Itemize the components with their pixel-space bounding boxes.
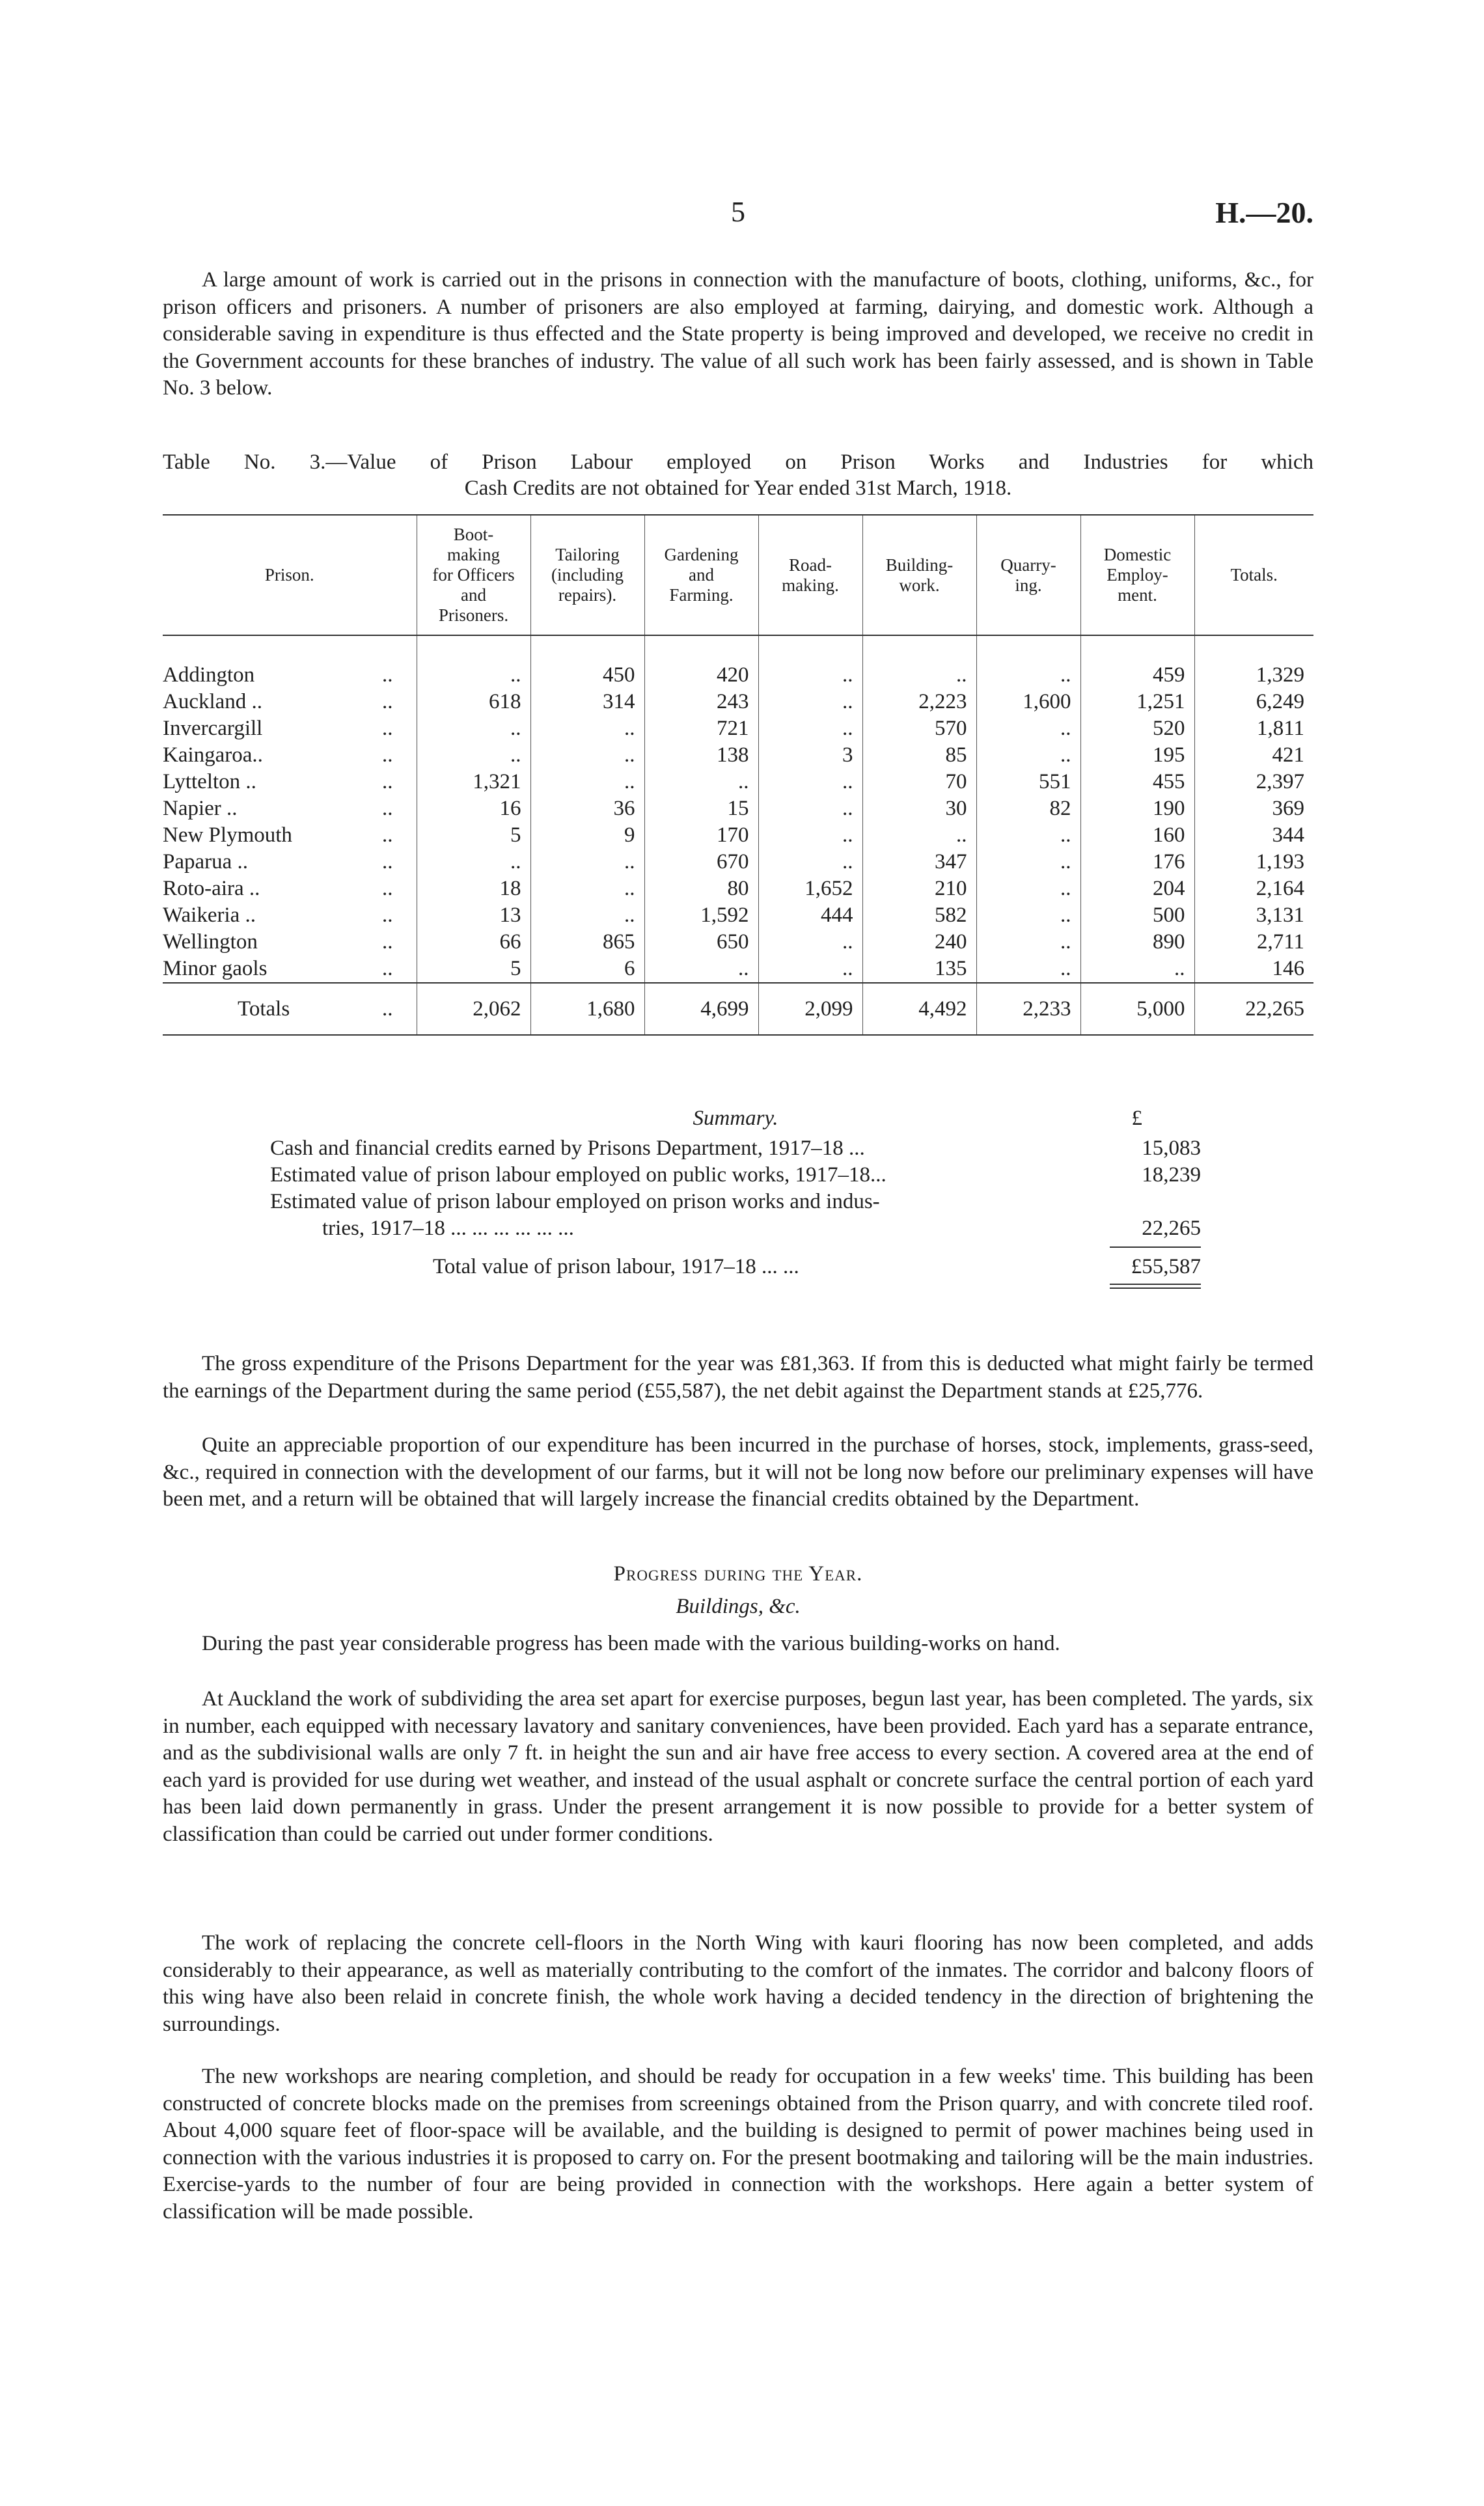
expenditure-paragraph: The gross expenditure of the Prisons Department for the year was £81,363. If from this is deducted what might fairly be termed the earnings of the Department during the same period (£55,587), the net debit against the Department stands at £25,776. [163, 1352, 1313, 1403]
table-cell-build: 135 [862, 956, 976, 983]
table-cell-road: .. [758, 635, 862, 689]
leader-dots: .. [382, 823, 393, 847]
table-cell-domestic: 1,251 [1080, 689, 1194, 715]
summary-total-row [270, 1255, 1201, 1282]
page-number: 5 [731, 196, 745, 228]
summary-label: Estimated value of prison labour employed on public works, 1917–18... [270, 1163, 886, 1187]
prison-name-cell [163, 742, 417, 769]
leader-dots: .. [382, 850, 393, 874]
table-cell-boot: 5 [417, 956, 530, 983]
leader-dots: .. [382, 957, 393, 980]
column-header-line: Farming. [669, 585, 734, 605]
table-caption-line-2: Cash Credits are not obtained for Year ended 31st March, 1918. [464, 476, 1012, 500]
table-cell-domestic: 455 [1080, 769, 1194, 795]
table-cell-quarry: .. [976, 902, 1080, 929]
summary-row [270, 1163, 1201, 1190]
leader-dots: .. [382, 663, 393, 687]
table-cell-road: 444 [758, 902, 862, 929]
table-cell-quarry: 551 [976, 769, 1080, 795]
table-row [163, 689, 1313, 715]
table-cell-domestic: 890 [1080, 929, 1194, 956]
prison-name-cell [163, 875, 417, 902]
prison-name: Kaingaroa.. [163, 743, 263, 767]
table-cell-quarry: 2,233 [976, 983, 1080, 1035]
column-header-line: ing. [1015, 575, 1042, 595]
expenditure-paragraph: Quite an appreciable proportion of our expenditure has been incurred in the purchase of horses, stock, implements, grass-seed, &c., required in connection with the development of our farms, but it will not be long now before our preliminary expenses will have been met, and a return will be obtained that will largely increase the financial credits obtained by the Department. [163, 1433, 1313, 1511]
leader-dots: .. [382, 997, 393, 1021]
prison-name-cell [163, 635, 417, 689]
column-header-line: Prisoners. [438, 605, 509, 625]
table-cell-garden: 15 [644, 795, 758, 822]
summary-value: 22,265 [1142, 1217, 1201, 1240]
table-cell-boot: 18 [417, 875, 530, 902]
table-cell-domestic: 204 [1080, 875, 1194, 902]
table-cell-domestic: 190 [1080, 795, 1194, 822]
table-row [163, 715, 1313, 742]
prison-name-cell [163, 929, 417, 956]
subsection-heading: Buildings, &c. [676, 1595, 801, 1618]
column-header-line: work. [899, 575, 940, 595]
table-cell-road: .. [758, 849, 862, 875]
summary-row [270, 1190, 1201, 1217]
table-cell-quarry: .. [976, 875, 1080, 902]
table-cell-garden: 670 [644, 849, 758, 875]
table-cell-total: 146 [1194, 956, 1313, 983]
table-cell-tailor: 9 [530, 822, 644, 849]
section-heading: Progress during the Year. [613, 1562, 863, 1586]
table-cell-boot: .. [417, 849, 530, 875]
leader-dots: .. [382, 770, 393, 793]
table-cell-garden: 243 [644, 689, 758, 715]
table-cell-quarry: .. [976, 929, 1080, 956]
prison-name: Auckland .. [163, 690, 263, 713]
column-header [1194, 515, 1313, 635]
table-cell-road: .. [758, 795, 862, 822]
column-header [862, 515, 976, 635]
table-cell-domestic: 500 [1080, 902, 1194, 929]
leader-dots: .. [382, 877, 393, 900]
table-cell-road: 3 [758, 742, 862, 769]
table-cell-boot: 2,062 [417, 983, 530, 1035]
column-header-line: and [461, 585, 486, 605]
table-cell-boot: .. [417, 742, 530, 769]
prison-name: New Plymouth [163, 823, 292, 847]
prison-name-cell [163, 902, 417, 929]
table-cell-total: 2,397 [1194, 769, 1313, 795]
table-cell-boot: .. [417, 635, 530, 689]
table-header-row [163, 515, 1313, 635]
table-cell-road: 2,099 [758, 983, 862, 1035]
leader-dots: .. [382, 743, 393, 767]
table-cell-tailor: 314 [530, 689, 644, 715]
table-cell-tailor: .. [530, 875, 644, 902]
intro-paragraph: A large amount of work is carried out in the prisons in connection with the manufacture of boots, clothing, uniforms, &c., for prison officers and prisoners. A number of prisoners are also employed at farming, dairying, and domestic work. Although a considerable saving in expenditure is thus effected and the State property is being improved and developed, we receive no credit in the Government accounts for these branches of industry. The value of all such work has been fairly assessed, and is shown in Table No. 3 below. [163, 268, 1313, 400]
table-cell-boot: .. [417, 715, 530, 742]
table-row [163, 849, 1313, 875]
table-cell-build: 4,492 [862, 983, 976, 1035]
leader-dots: .. [382, 797, 393, 820]
column-header [1080, 515, 1194, 635]
table-cell-build: 570 [862, 715, 976, 742]
table-body [163, 635, 1313, 1035]
document-reference: H.—20. [1215, 196, 1313, 229]
prison-name-cell [163, 983, 417, 1035]
table-row [163, 795, 1313, 822]
table-row [163, 742, 1313, 769]
table-cell-build: 30 [862, 795, 976, 822]
table-cell-quarry: .. [976, 956, 1080, 983]
table-row [163, 956, 1313, 983]
summary-currency: £ [1131, 1107, 1142, 1130]
summary-rule [1110, 1246, 1201, 1248]
leader-dots: .. [382, 717, 393, 740]
table-cell-tailor: .. [530, 715, 644, 742]
column-header-line: Prison. [264, 565, 314, 585]
column-header [163, 515, 417, 635]
progress-paragraph: The new workshops are nearing completion, and should be ready for occupation in a few weeks' time. This building has been constructed of concrete blocks made on the premises from screenings obtained from the Prison quarry, and with concrete tiled roof. About 4,000 square feet of floor-space will be available, and the building is designed to permit of power machines being used in connection with the various industries it is proposed to carry on. For the present bootmaking and tailoring will be the main industries. Exercise-yards to the number of four are being provided in connection with the workshops. Here again a better system of classification will be made possible. [163, 2065, 1313, 2224]
table-cell-boot: 66 [417, 929, 530, 956]
table-row [163, 875, 1313, 902]
table-cell-road: .. [758, 769, 862, 795]
table-cell-build: 347 [862, 849, 976, 875]
table-caption [163, 449, 1313, 501]
table-cell-quarry: .. [976, 715, 1080, 742]
table-row [163, 769, 1313, 795]
summary-title: Summary. [693, 1107, 778, 1130]
column-header-line: Road- [789, 555, 832, 575]
table-cell-road: .. [758, 956, 862, 983]
table-cell-total: 2,164 [1194, 875, 1313, 902]
table-cell-garden: 420 [644, 635, 758, 689]
table-row [163, 635, 1313, 689]
table-cell-boot: 5 [417, 822, 530, 849]
prison-name: Addington [163, 663, 255, 687]
column-header-line: and [689, 565, 714, 585]
column-header-line: ment. [1118, 585, 1157, 605]
totals-row [163, 983, 1313, 1035]
prison-name-cell [163, 689, 417, 715]
progress-paragraph: The work of replacing the concrete cell-floors in the North Wing with kauri flooring has now been completed, and adds considerably to their appearance, as well as materially contributing to the comfort of the inmates. The corridor and balcony floors of this wing have also been relaid in concrete finish, the whole work having a decided tendency in the direction of brightening the surroundings. [163, 1931, 1313, 2036]
table-cell-tailor: .. [530, 902, 644, 929]
table-cell-domestic: 520 [1080, 715, 1194, 742]
summary-value: 15,083 [1142, 1136, 1201, 1160]
column-header [758, 515, 862, 635]
summary-label: tries, 1917–18 ... ... ... ... ... ... [322, 1217, 574, 1240]
table-cell-build: .. [862, 822, 976, 849]
prison-name: Waikeria .. [163, 903, 256, 927]
table-cell-tailor: .. [530, 742, 644, 769]
table-cell-tailor: .. [530, 849, 644, 875]
prison-name-cell [163, 822, 417, 849]
table-cell-domestic: 176 [1080, 849, 1194, 875]
table-cell-road: 1,652 [758, 875, 862, 902]
summary-total-value: £55,587 [1131, 1255, 1201, 1278]
table-cell-build: 70 [862, 769, 976, 795]
column-header-line: for Officers [432, 565, 515, 585]
table-cell-total: 1,193 [1194, 849, 1313, 875]
column-header [644, 515, 758, 635]
summary-label: Estimated value of prison labour employed on prison works and indus- [270, 1190, 880, 1213]
table-cell-total: 369 [1194, 795, 1313, 822]
table-cell-total: 421 [1194, 742, 1313, 769]
table-cell-domestic: 160 [1080, 822, 1194, 849]
leader-dots: .. [382, 930, 393, 954]
table-cell-road: .. [758, 715, 862, 742]
table-cell-quarry: .. [976, 822, 1080, 849]
table-cell-garden: 80 [644, 875, 758, 902]
prison-name: Invercargill [163, 717, 263, 740]
table-cell-road: .. [758, 689, 862, 715]
table-cell-tailor: 6 [530, 956, 644, 983]
table-cell-garden: 4,699 [644, 983, 758, 1035]
column-header-line: Gardening [664, 545, 739, 564]
table-cell-tailor: 865 [530, 929, 644, 956]
table-cell-quarry: .. [976, 742, 1080, 769]
column-header-line: Tailoring [555, 545, 620, 564]
prison-name-cell [163, 795, 417, 822]
summary-double-rule [1110, 1287, 1201, 1289]
prison-name: Napier .. [163, 797, 238, 820]
summary-double-rule [1110, 1284, 1201, 1285]
table-cell-build: 2,223 [862, 689, 976, 715]
table-cell-quarry: 82 [976, 795, 1080, 822]
table-cell-total: 1,329 [1194, 635, 1313, 689]
table-cell-garden: .. [644, 956, 758, 983]
table-cell-garden: 138 [644, 742, 758, 769]
summary-total-label: Total value of prison labour, 1917–18 ... ... [433, 1255, 799, 1278]
table-cell-total: 3,131 [1194, 902, 1313, 929]
table-cell-total: 344 [1194, 822, 1313, 849]
summary-row [270, 1217, 1201, 1243]
progress-paragraph: At Auckland the work of subdividing the area set apart for exercise purposes, begun last year, has been completed. The yards, six in number, each equipped with necessary lavatory and sanitary conveniences, have been provided. Each yard has a separate entrance, and as the subdivisional walls are only 7 ft. in height the sun and air have free access to every section. A covered area at the end of each yard is provided for use during wet weather, and instead of the usual asphalt or concrete surface the central portion of each yard has been laid down permanently in grass. Under the present arrangement it is now possible to provide for a better system of classification than could be carried out under former conditions. [163, 1687, 1313, 1846]
table-cell-build: 240 [862, 929, 976, 956]
summary-row [270, 1136, 1201, 1163]
table-cell-total: 22,265 [1194, 983, 1313, 1035]
table-cell-build: 85 [862, 742, 976, 769]
column-header-line: (including [551, 565, 624, 585]
column-header [417, 515, 530, 635]
table-cell-build: 210 [862, 875, 976, 902]
table-cell-boot: 13 [417, 902, 530, 929]
leader-dots: .. [382, 903, 393, 927]
table-row [163, 822, 1313, 849]
table-cell-quarry: .. [976, 849, 1080, 875]
table-cell-tailor: 1,680 [530, 983, 644, 1035]
column-header-line: Employ- [1106, 565, 1168, 585]
prison-name: Minor gaols [163, 957, 268, 980]
page-header [163, 195, 1313, 234]
table-cell-road: .. [758, 929, 862, 956]
table-cell-domestic: 5,000 [1080, 983, 1194, 1035]
prison-name-cell [163, 849, 417, 875]
table-cell-domestic: .. [1080, 956, 1194, 983]
prison-name: Roto-aira .. [163, 877, 260, 900]
progress-paragraph: During the past year considerable progress has been made with the various building-works on hand. [202, 1632, 1060, 1655]
table-cell-garden: 650 [644, 929, 758, 956]
prison-name: Totals [238, 997, 290, 1021]
table-row [163, 902, 1313, 929]
table-row [163, 929, 1313, 956]
table-cell-tailor: 450 [530, 635, 644, 689]
table-cell-road: .. [758, 822, 862, 849]
table-cell-total: 6,249 [1194, 689, 1313, 715]
prison-name-cell [163, 715, 417, 742]
table-caption-line-1: Table No. 3.—Value of Prison Labour employed on Prison Works and Industries for which [163, 450, 1313, 474]
table-cell-tailor: 36 [530, 795, 644, 822]
table-cell-build: .. [862, 635, 976, 689]
prison-name: Wellington [163, 930, 258, 954]
table-cell-garden: 721 [644, 715, 758, 742]
column-header [530, 515, 644, 635]
table-cell-total: 1,811 [1194, 715, 1313, 742]
column-header-line: Domestic [1103, 545, 1172, 564]
summary-block [270, 1107, 1201, 1282]
column-header-line: repairs). [558, 585, 617, 605]
column-header-line: making. [782, 575, 839, 595]
summary-label: Cash and financial credits earned by Prisons Department, 1917–18 ... [270, 1136, 865, 1160]
column-header-line: Totals. [1230, 565, 1278, 585]
table-cell-garden: 1,592 [644, 902, 758, 929]
table-cell-quarry: .. [976, 635, 1080, 689]
table-cell-build: 582 [862, 902, 976, 929]
table-cell-boot: 16 [417, 795, 530, 822]
table-cell-domestic: 195 [1080, 742, 1194, 769]
leader-dots: .. [382, 690, 393, 713]
prison-name: Paparua .. [163, 850, 249, 874]
column-header-line: Quarry- [1000, 555, 1056, 575]
summary-value: 18,239 [1142, 1163, 1201, 1187]
table-cell-garden: .. [644, 769, 758, 795]
column-header-line: Building- [885, 555, 954, 575]
table-cell-total: 2,711 [1194, 929, 1313, 956]
prison-labour-table [163, 514, 1313, 1036]
table-cell-boot: 1,321 [417, 769, 530, 795]
column-header-line: making [447, 545, 500, 564]
table-cell-domestic: 459 [1080, 635, 1194, 689]
column-header-line: Boot- [453, 525, 494, 544]
prison-name-cell [163, 956, 417, 983]
table-cell-boot: 618 [417, 689, 530, 715]
table-cell-quarry: 1,600 [976, 689, 1080, 715]
prison-name-cell [163, 769, 417, 795]
summary-title-row [270, 1107, 1201, 1136]
prison-name: Lyttelton .. [163, 770, 256, 793]
table-cell-tailor: .. [530, 769, 644, 795]
column-header [976, 515, 1080, 635]
table-cell-garden: 170 [644, 822, 758, 849]
